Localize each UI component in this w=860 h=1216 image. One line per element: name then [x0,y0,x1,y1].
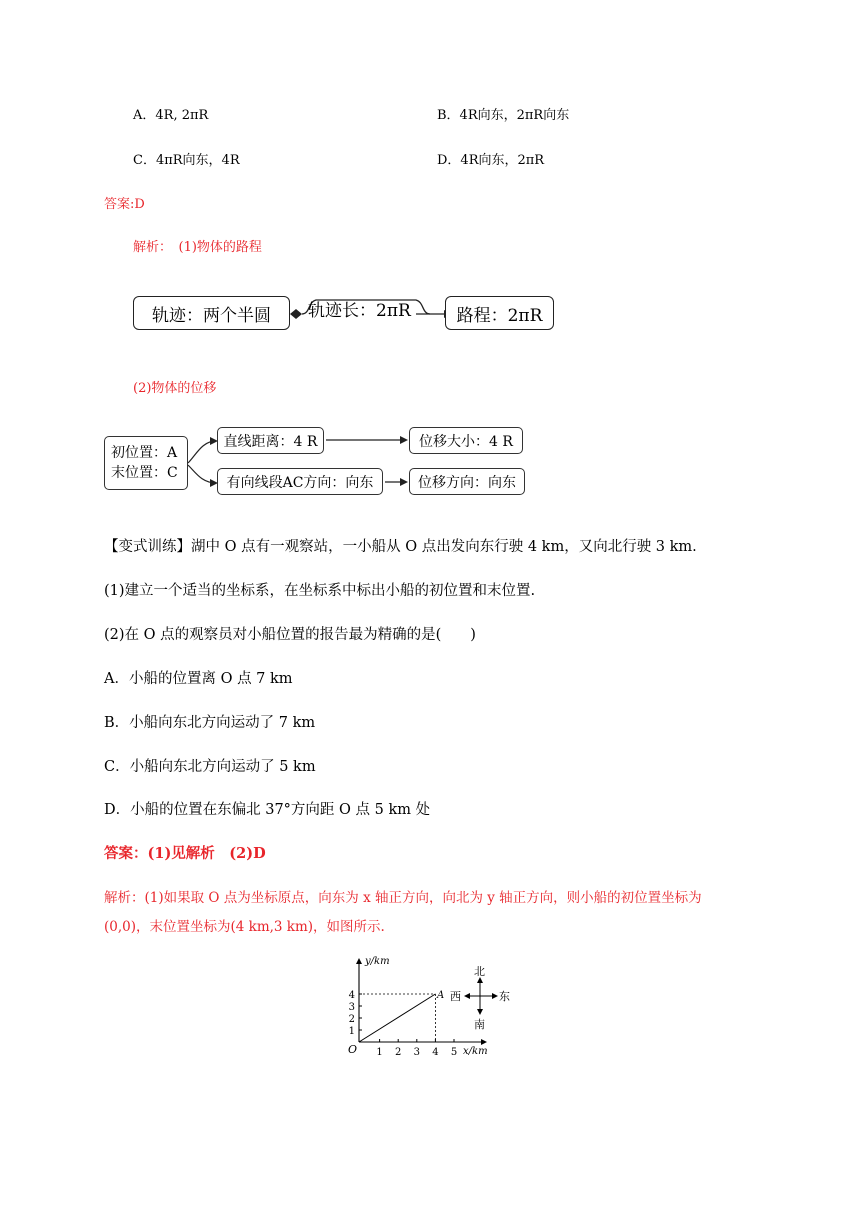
exercise-question-1: (1)建立一个适当的坐标系，在坐标系中标出小船的初位置和末位置. [104,583,536,599]
analysis-1: 解析： (1)物体的路程 [133,240,262,255]
analysis-2-line-2: (0,0)，末位置坐标为(4 km,3 km)，如图所示. [104,919,385,935]
compass-south: 南 [474,1018,485,1031]
x-axis-arrow-icon [481,1039,487,1045]
y-tick-label: 2 [348,1014,355,1025]
flow2-box-direction: 有向线段AC方向：向东 [217,468,383,495]
compass-east: 东 [499,990,510,1003]
compass-north: 北 [474,965,485,978]
compass-west: 西 [450,990,461,1003]
x-tick-label: 2 [395,1047,402,1058]
compass-icon [464,977,498,1015]
x-tick-label: 1 [376,1047,383,1058]
exercise-option-d: D．小船的位置在东偏北 37°方向距 O 点 5 km 处 [104,802,431,818]
arrow-head-icon [400,436,408,444]
flow1-box-trajectory: 轨迹：两个半圆 [133,296,290,330]
x-axis-label: x/km [463,1046,488,1057]
exercise-option-c: C．小船向东北方向运动了 5 km [104,759,316,775]
flow2-box-positions [104,436,188,490]
y-tick-label: 1 [348,1026,355,1037]
option-b: B．4R向东，2πR向东 [437,108,570,123]
coordinate-figure [345,950,525,1062]
diamond-connector-icon [290,309,302,319]
option-a: A．4R, 2πR [133,108,209,123]
exercise-option-b: B．小船向东北方向运动了 7 km [104,715,316,731]
answer-1: 答案:D [104,197,145,212]
flow2-start-position: 初位置：A [111,445,178,461]
exercise-prompt: 【变式训练】湖中 O 点有一观察站，一小船从 O 点出发向东行驶 4 km，又向北行驶 3 km. [104,539,697,555]
point-a-label: A [437,990,445,1001]
x-tick-label: 3 [413,1047,420,1058]
exercise-option-a: A．小船的位置离 O 点 7 km [104,671,293,687]
exercise-question-2: (2)在 O 点的观察员对小船位置的报告最为精确的是( ) [104,627,476,643]
y-axis-arrow-icon [356,958,362,964]
flow2-box-straight-distance: 直线距离：4 R [217,427,324,454]
origin-label: O [348,1043,358,1056]
flow2-box-displacement-direction: 位移方向：向东 [409,468,525,495]
arrow-head-icon [400,478,408,486]
y-axis-label: y/km [365,956,390,967]
answer-2: 答案：(1)见解析 (2)D [104,845,266,862]
flow1-box-distance: 路程：2πR [445,296,554,330]
flow2-end-position: 末位置：C [111,465,178,481]
displacement-line [359,994,435,1042]
option-c: C．4πR向东，4R [133,153,240,168]
analysis-sub-2: (2)物体的位移 [133,381,217,396]
y-tick-label: 3 [348,1002,355,1013]
option-d: D．4R向东，2πR [437,153,545,168]
y-tick-label: 4 [348,990,355,1001]
analysis-2-line-1: 解析：(1)如果取 O 点为坐标原点，向东为 x 轴正方向，向北为 y 轴正方向，则小船的初位置坐标为 [104,890,702,906]
x-tick-label: 5 [450,1047,458,1058]
x-tick-label: 4 [432,1047,439,1058]
flow2-box-displacement-size: 位移大小：4 R [409,427,523,454]
flow1-label-length: 轨迹长：2πR [308,301,411,321]
